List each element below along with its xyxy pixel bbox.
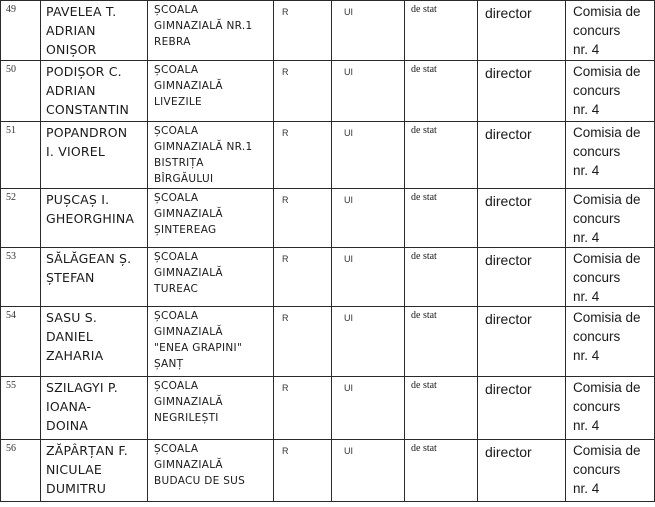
committee-cell bbox=[566, 61, 655, 122]
cell-line: ȘCOALA bbox=[154, 192, 199, 204]
row-number-cell: 50 bbox=[1, 61, 41, 122]
cell-line: GIMNAZIALĂ bbox=[154, 80, 223, 92]
cell-line: ȘTEFAN bbox=[46, 270, 95, 285]
cell-line: DUMITRU bbox=[46, 481, 107, 496]
cell-line: ȘINTEREAG bbox=[154, 224, 217, 236]
cell-line: GIMNAZIALĂ NR.1 bbox=[154, 141, 253, 153]
row-number-cell: 54 bbox=[1, 307, 41, 377]
cell-line: Comisia de bbox=[573, 443, 641, 458]
table-row bbox=[1, 61, 655, 122]
candidate-name-cell bbox=[41, 189, 148, 248]
unit-type-cell: de stat bbox=[405, 61, 478, 122]
cell-line: Comisia de bbox=[573, 192, 641, 207]
cell-line: ȘCOALA bbox=[154, 251, 199, 263]
cell-line: GIMNAZIALĂ bbox=[154, 396, 223, 408]
cell-line: BUDACU DE SUS bbox=[154, 475, 246, 487]
candidate-name-cell bbox=[41, 122, 148, 189]
cell-line: SZILAGYI P. bbox=[46, 380, 118, 395]
table-row bbox=[1, 189, 655, 248]
cell-line: DOINA bbox=[46, 418, 89, 433]
cell-line: nr. 4 bbox=[573, 418, 600, 433]
ui-code-cell: UI bbox=[332, 122, 405, 189]
candidate-name-cell bbox=[41, 440, 148, 502]
table-row bbox=[1, 440, 655, 502]
unit-type-cell: de stat bbox=[405, 1, 478, 61]
position-cell: director bbox=[478, 61, 566, 122]
cell-line: REBRA bbox=[154, 36, 191, 48]
ui-code-cell: UI bbox=[332, 248, 405, 307]
ui-code-cell: UI bbox=[332, 61, 405, 122]
cell-line: LIVEZILE bbox=[154, 96, 202, 108]
position-cell: director bbox=[478, 307, 566, 377]
school-name-cell bbox=[148, 377, 274, 440]
cell-line: ȘCOALA bbox=[154, 310, 199, 322]
school-name-cell bbox=[148, 122, 274, 189]
committee-cell bbox=[566, 1, 655, 61]
ui-code-cell: UI bbox=[332, 1, 405, 61]
r-code-cell: R bbox=[274, 440, 332, 502]
cell-line: ȘCOALA bbox=[154, 125, 199, 137]
cell-line: NICULAE bbox=[46, 462, 103, 477]
cell-line: GHEORGHINA bbox=[46, 211, 135, 226]
cell-line: concurs bbox=[573, 270, 621, 285]
cell-line: nr. 4 bbox=[573, 102, 600, 117]
row-number-cell: 51 bbox=[1, 122, 41, 189]
committee-cell bbox=[566, 377, 655, 440]
cell-line: DANIEL bbox=[46, 329, 94, 344]
cell-line: concurs bbox=[573, 462, 621, 477]
cell-line: ONIȘOR bbox=[46, 42, 97, 57]
cell-line: Comisia de bbox=[573, 310, 641, 325]
cell-line: ADRIAN bbox=[46, 83, 96, 98]
table-row bbox=[1, 248, 655, 307]
cell-line: concurs bbox=[573, 329, 621, 344]
position-cell: director bbox=[478, 189, 566, 248]
row-number-cell: 55 bbox=[1, 377, 41, 440]
r-code-cell: R bbox=[274, 189, 332, 248]
cell-line: GIMNAZIALĂ bbox=[154, 459, 223, 471]
cell-line: concurs bbox=[573, 399, 621, 414]
cell-line: Comisia de bbox=[573, 125, 641, 140]
cell-line: PAVELEA T. bbox=[46, 4, 117, 19]
cell-line: nr. 4 bbox=[573, 42, 600, 57]
committee-cell bbox=[566, 122, 655, 189]
school-name-cell bbox=[148, 440, 274, 502]
cell-line: concurs bbox=[573, 23, 621, 38]
unit-type-cell: de stat bbox=[405, 122, 478, 189]
table-row bbox=[1, 1, 655, 61]
school-name-cell bbox=[148, 307, 274, 377]
position-cell: director bbox=[478, 248, 566, 307]
position-cell: director bbox=[478, 377, 566, 440]
ui-code-cell: UI bbox=[332, 440, 405, 502]
cell-line: nr. 4 bbox=[573, 289, 600, 304]
cell-line: GIMNAZIALĂ bbox=[154, 208, 223, 220]
position-cell: director bbox=[478, 440, 566, 502]
cell-line: concurs bbox=[573, 83, 621, 98]
cell-line: CONSTANTIN bbox=[46, 102, 130, 117]
row-number-cell: 52 bbox=[1, 189, 41, 248]
cell-line: POPANDRON bbox=[46, 125, 128, 140]
cell-line: PUȘCAȘ I. bbox=[46, 192, 110, 207]
unit-type-cell: de stat bbox=[405, 377, 478, 440]
cell-line: concurs bbox=[573, 144, 621, 159]
cell-line: IOANA- bbox=[46, 399, 92, 414]
committee-cell bbox=[566, 189, 655, 248]
cell-line: PODIȘOR C. bbox=[46, 64, 122, 79]
position-cell: director bbox=[478, 1, 566, 61]
row-number-cell: 56 bbox=[1, 440, 41, 502]
table-body bbox=[1, 1, 655, 502]
cell-line: "ENEA GRAPINI" bbox=[154, 342, 243, 354]
cell-line: Comisia de bbox=[573, 4, 641, 19]
candidate-name-cell bbox=[41, 377, 148, 440]
candidate-name-cell bbox=[41, 307, 148, 377]
cell-line: nr. 4 bbox=[573, 348, 600, 363]
cell-line: TUREAC bbox=[154, 283, 199, 295]
cell-line: NEGRILEȘTI bbox=[154, 412, 219, 424]
table-row bbox=[1, 307, 655, 377]
cell-line: I. VIOREL bbox=[46, 144, 106, 159]
cell-line: ZAHARIA bbox=[46, 348, 104, 363]
ui-code-cell: UI bbox=[332, 189, 405, 248]
table-row bbox=[1, 122, 655, 189]
cell-line: nr. 4 bbox=[573, 481, 600, 496]
candidate-name-cell bbox=[41, 61, 148, 122]
cell-line: BÎRGĂULUI bbox=[154, 173, 214, 185]
cell-line: ȘANȚ bbox=[154, 358, 184, 370]
cell-line: Comisia de bbox=[573, 251, 641, 266]
unit-type-cell: de stat bbox=[405, 307, 478, 377]
cell-line: ȘCOALA bbox=[154, 64, 199, 76]
school-name-cell bbox=[148, 248, 274, 307]
cell-line: nr. 4 bbox=[573, 163, 600, 178]
unit-type-cell: de stat bbox=[405, 440, 478, 502]
r-code-cell: R bbox=[274, 377, 332, 440]
cell-line: ȘCOALA bbox=[154, 4, 199, 16]
committee-cell bbox=[566, 307, 655, 377]
cell-line: GIMNAZIALĂ bbox=[154, 267, 223, 279]
committee-cell bbox=[566, 440, 655, 502]
cell-line: BISTRIȚA bbox=[154, 157, 204, 169]
table-row bbox=[1, 377, 655, 440]
committee-cell bbox=[566, 248, 655, 307]
cell-line: ȘCOALA bbox=[154, 443, 199, 455]
candidate-name-cell bbox=[41, 248, 148, 307]
r-code-cell: R bbox=[274, 307, 332, 377]
r-code-cell: R bbox=[274, 61, 332, 122]
unit-type-cell: de stat bbox=[405, 189, 478, 248]
cell-line: Comisia de bbox=[573, 380, 641, 395]
cell-line: SĂLĂGEAN Ș. bbox=[46, 251, 132, 266]
cell-line: ADRIAN bbox=[46, 23, 96, 38]
row-number-cell: 53 bbox=[1, 248, 41, 307]
cell-line: ȘCOALA bbox=[154, 380, 199, 392]
r-code-cell: R bbox=[274, 1, 332, 61]
cell-line: GIMNAZIALĂ bbox=[154, 326, 223, 338]
cell-line: ZĂPÂRȚAN F. bbox=[46, 443, 128, 458]
cell-line: GIMNAZIALĂ NR.1 bbox=[154, 20, 253, 32]
candidate-name-cell bbox=[41, 1, 148, 61]
ui-code-cell: UI bbox=[332, 307, 405, 377]
cell-line: Comisia de bbox=[573, 64, 641, 79]
r-code-cell: R bbox=[274, 248, 332, 307]
cell-line: nr. 4 bbox=[573, 230, 600, 245]
ui-code-cell: UI bbox=[332, 377, 405, 440]
row-number-cell: 49 bbox=[1, 1, 41, 61]
position-cell: director bbox=[478, 122, 566, 189]
unit-type-cell: de stat bbox=[405, 248, 478, 307]
cell-line: concurs bbox=[573, 211, 621, 226]
r-code-cell: R bbox=[274, 122, 332, 189]
cell-line: SASU S. bbox=[46, 310, 98, 325]
school-name-cell bbox=[148, 189, 274, 248]
school-name-cell bbox=[148, 61, 274, 122]
school-name-cell bbox=[148, 1, 274, 61]
